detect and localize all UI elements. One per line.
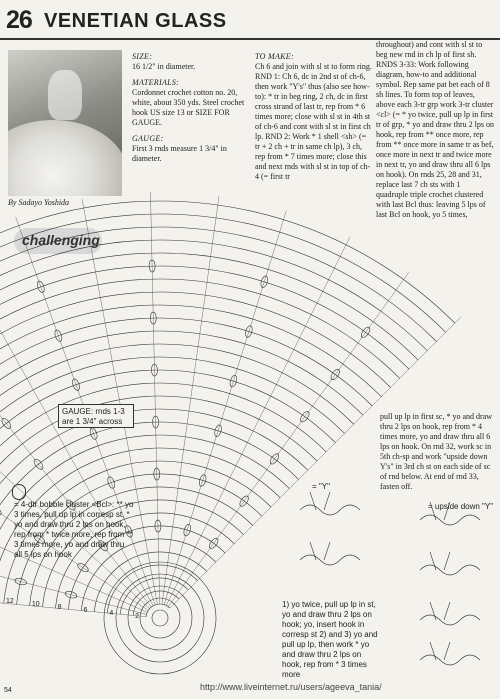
- how-to-step-sketch: [300, 492, 360, 515]
- size-heading: SIZE:: [132, 52, 153, 61]
- chart-round-number: 8: [57, 604, 62, 612]
- chart-round-number: 4: [109, 609, 114, 617]
- chart-spoke: [168, 272, 409, 606]
- footer-page-number: 54: [4, 687, 12, 694]
- chart-round-arc: [107, 565, 197, 613]
- chart-round-number: 2: [135, 612, 140, 620]
- chart-round-number: 10: [31, 601, 40, 609]
- chart-round-arc: [133, 591, 179, 615]
- designer-byline: By Sadayo Yoshida: [8, 198, 70, 207]
- instructions-text-2: throughout) and cont with sl st to beg new rnd in ch lp of first sh. RNDS 3-33: Work following diagram, how-to and additional symbol. Rep same pat bet each of 8 sh lines. To form top of leaves, above each 3-tr grp work 3-tr cluster <cl> (= * yo twice, pull up lp in first tr of grp, * yo and draw thru 2 lps on hook, rep from ** once more, rep from ** once more in same tr as bef, once more in next tr and twice more in next tr, yo and draw thru all 6 lps on hook). On rnds 25, 28 and 31, replace last 7 ch sts with 1 quadruple triple crochet clustered with last Bcl thus: leaving 5 lps of last Bcl on hook, yo 5 times,: [376, 40, 494, 219]
- materials-text: Cordonnet crochet cotton no. 20, white, about 350 yds. Steel crochet hook US size 13 or SIZE FOR GAUGE.: [132, 88, 245, 127]
- source-url-watermark: http://www.liveinternet.ru/users/ageeva_tania/: [200, 682, 382, 692]
- size-text: 16 1/2" in diameter.: [132, 62, 196, 71]
- instructions-text-3: pull up lp in first sc, * yo and draw thru 2 lps on hook, rep from * 4 times more, yo and draw thru all 6 lps on hook. On rnd 32, work sc in 5th ch-sp and work "upside down Y's" in 3rd ch st on each side of sc of rnd below. At end of rnd 33, fasten off.: [380, 412, 492, 491]
- how-to-step-sketch: [420, 602, 480, 625]
- instructions-text-1: Ch 6 and join with sl st to form ring. RND 1: Ch 6, dc in 2nd st of ch-6, then work "Y's" thus (also see how-to): * tr in beg ring, 2 ch, dc in first cross strand of last tr, rep from * 6 times more; close with sl st in 4th st of ch-6 and cont with sl st in first ch lp. RND 2: Work * 1 shell <sh> (= tr + 2 ch + tr in same ch lp), 3 ch, rep from * 7 times more; close this and next rnds with sl st in top of ch-4 (= first tr: [255, 62, 372, 181]
- chart-round-number: 6: [83, 606, 88, 614]
- bobble-cluster-legend: = 4-dtr bobble cluster <Bcl>: ** yo 3 times, pull up lp in corresp st, * yo and draw thru 2 lps on hook, rep from * twice more, rep from ** 3 times more, yo and draw thru all 5 lps on hook: [14, 500, 134, 559]
- how-to-step-sketch: [420, 552, 480, 575]
- how-to-step-sketch: [420, 642, 480, 665]
- chart-round-arc: [0, 370, 335, 595]
- materials-heading: MATERIALS:: [132, 78, 180, 87]
- chart-round-number: 12: [6, 598, 14, 606]
- gauge-heading: GAUGE:: [132, 134, 164, 143]
- page-number-heading: 26: [6, 6, 32, 34]
- chart-spoke: [150, 192, 159, 604]
- page-title: VENETIAN GLASS: [44, 10, 227, 32]
- bobble-cluster-symbol: [12, 484, 26, 500]
- chart-round-arc: [0, 396, 317, 597]
- chart-spoke: [0, 578, 146, 617]
- chart-round-arc: [94, 552, 206, 612]
- how-to-step-sketch: [300, 542, 360, 565]
- to-make-heading: TO MAKE:: [255, 52, 294, 61]
- difficulty-badge-label: challenging: [22, 232, 100, 248]
- gauge-text: First 3 rnds measure 1 3/4" in diameter.: [132, 144, 227, 163]
- chart-spoke: [164, 211, 286, 605]
- chart-spoke: [166, 237, 350, 606]
- gauge-callout: GAUGE: rnds 1-3 are 1 3/4" across: [58, 404, 134, 428]
- y-symbol-legend: = "Y": [312, 482, 330, 491]
- chart-center-ring: [152, 610, 168, 626]
- chart-spoke: [170, 317, 461, 608]
- how-to-steps-text: 1) yo twice, pull up lp in st, yo and draw thru 2 lps on hook; yo, insert hook in corresp st 2) and 3) yo and pull up lp, then work * yo and draw thru 2 lps on hook, rep from * 3 times more: [282, 600, 378, 679]
- upside-down-y-legend: = upside down "Y": [428, 502, 494, 511]
